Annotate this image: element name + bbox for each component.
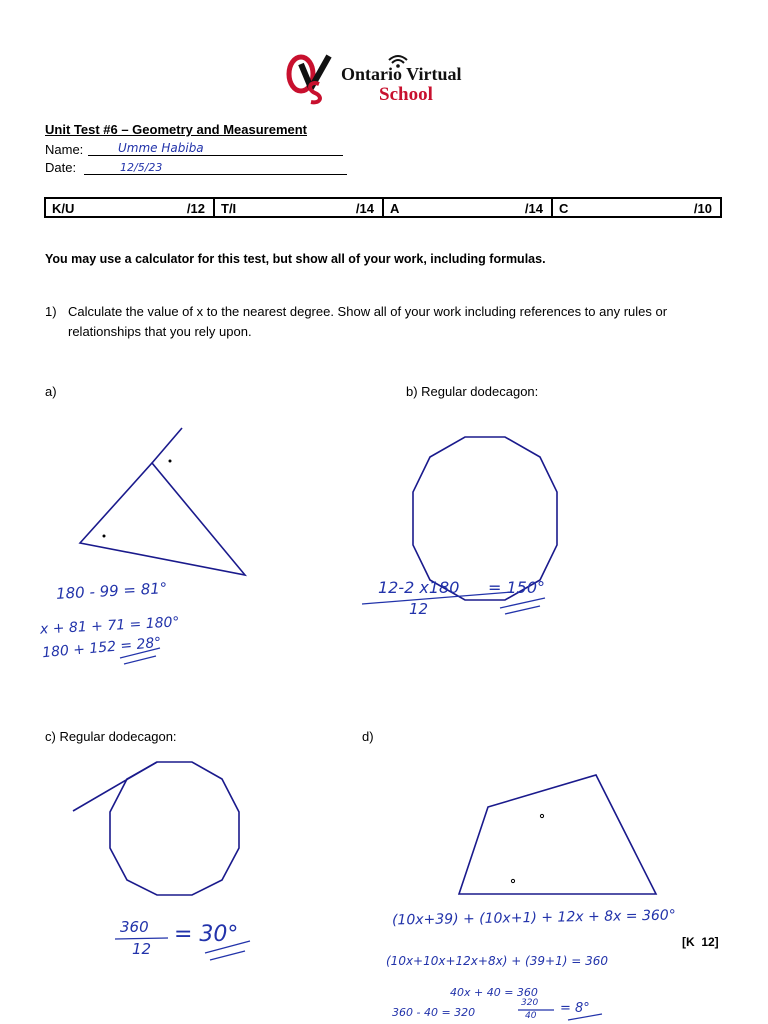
quadrilateral-figure: [459, 775, 656, 894]
date-label: Date:: [45, 160, 77, 175]
dodecagon-figure-b: [413, 437, 557, 600]
score-max: /12: [186, 201, 205, 216]
score-cell-ti: [215, 199, 384, 216]
score-max: /14: [355, 201, 374, 216]
question-text-line1: Calculate the value of x to the nearest degree. Show all of your work including references to any rules or: [68, 304, 668, 319]
ovs-emblem-icon: [283, 50, 343, 106]
work-a-line2: x + 81 + 71 = 180°: [39, 614, 180, 638]
work-d-line1: (10x+39) + (10x+1) + 12x + 8x = 360°: [391, 907, 676, 929]
work-d-line3: 40x + 40 = 360: [450, 986, 538, 999]
work-d-result: = 8°: [560, 1001, 590, 1016]
name-value: Umme Habiba: [118, 141, 204, 155]
work-d-fraction-denominator: 40: [525, 1011, 537, 1021]
angle-marker: [540, 814, 543, 817]
score-cell-a: [384, 199, 553, 216]
work-a-line3: 180 + 152 = 28°: [41, 634, 163, 662]
angle-marker: [169, 460, 172, 463]
work-d-line4: 360 - 40 = 320: [392, 1006, 476, 1019]
school-logo: [283, 50, 493, 106]
underline-scribble: [500, 598, 545, 614]
name-label: Name:: [45, 142, 84, 157]
dodecagon-figure-c: [110, 762, 239, 895]
test-title: Unit Test #6 – Geometry and Measurement: [45, 122, 308, 137]
angle-marker: [103, 535, 106, 538]
mark-allocation: [K 12]: [682, 935, 719, 949]
score-label: A: [390, 201, 400, 216]
part-d-label: d): [362, 729, 374, 744]
score-cell-ku: [46, 199, 215, 216]
instructions: You may use a calculator for this test, but show all of your work, including formulas.: [45, 252, 546, 266]
part-a-label: a): [45, 384, 57, 399]
score-label: C: [559, 201, 569, 216]
work-b-denominator: 12: [409, 600, 429, 618]
question-number: 1): [45, 304, 57, 319]
score-label: K/U: [52, 201, 75, 216]
fraction-bar: [115, 938, 168, 939]
question-text-line2: relationships that you rely upon.: [68, 324, 252, 339]
triangle-figure: [80, 428, 245, 575]
score-table: [44, 197, 722, 218]
score-cell-c: [553, 199, 720, 216]
work-b-result: = 150°: [488, 578, 546, 597]
date-field-line: [84, 174, 347, 175]
logo-text-line2: School: [379, 84, 433, 105]
work-a-line1: 180 - 99 = 81°: [55, 579, 168, 603]
work-b-numerator: 12-2 x180: [378, 578, 460, 597]
angle-marker: [511, 879, 514, 882]
extended-side-line: [73, 762, 157, 811]
work-c-denominator: 12: [132, 940, 152, 958]
score-max: /10: [693, 201, 712, 216]
score-max: /14: [524, 201, 543, 216]
work-c-result: = 30°: [174, 922, 239, 947]
work-d-fraction-numerator: 320: [521, 998, 539, 1008]
name-field-line: [88, 155, 343, 156]
logo-text-line1: Ontario Virtual: [341, 64, 462, 84]
work-d-line2: (10x+10x+12x+8x) + (39+1) = 360: [386, 954, 608, 968]
part-b-label: b) Regular dodecagon:: [406, 384, 539, 399]
score-label: T/I: [221, 201, 237, 216]
work-c-numerator: 360: [120, 918, 149, 936]
date-value: 12/5/23: [120, 161, 163, 174]
part-c-label: c) Regular dodecagon:: [45, 729, 177, 744]
